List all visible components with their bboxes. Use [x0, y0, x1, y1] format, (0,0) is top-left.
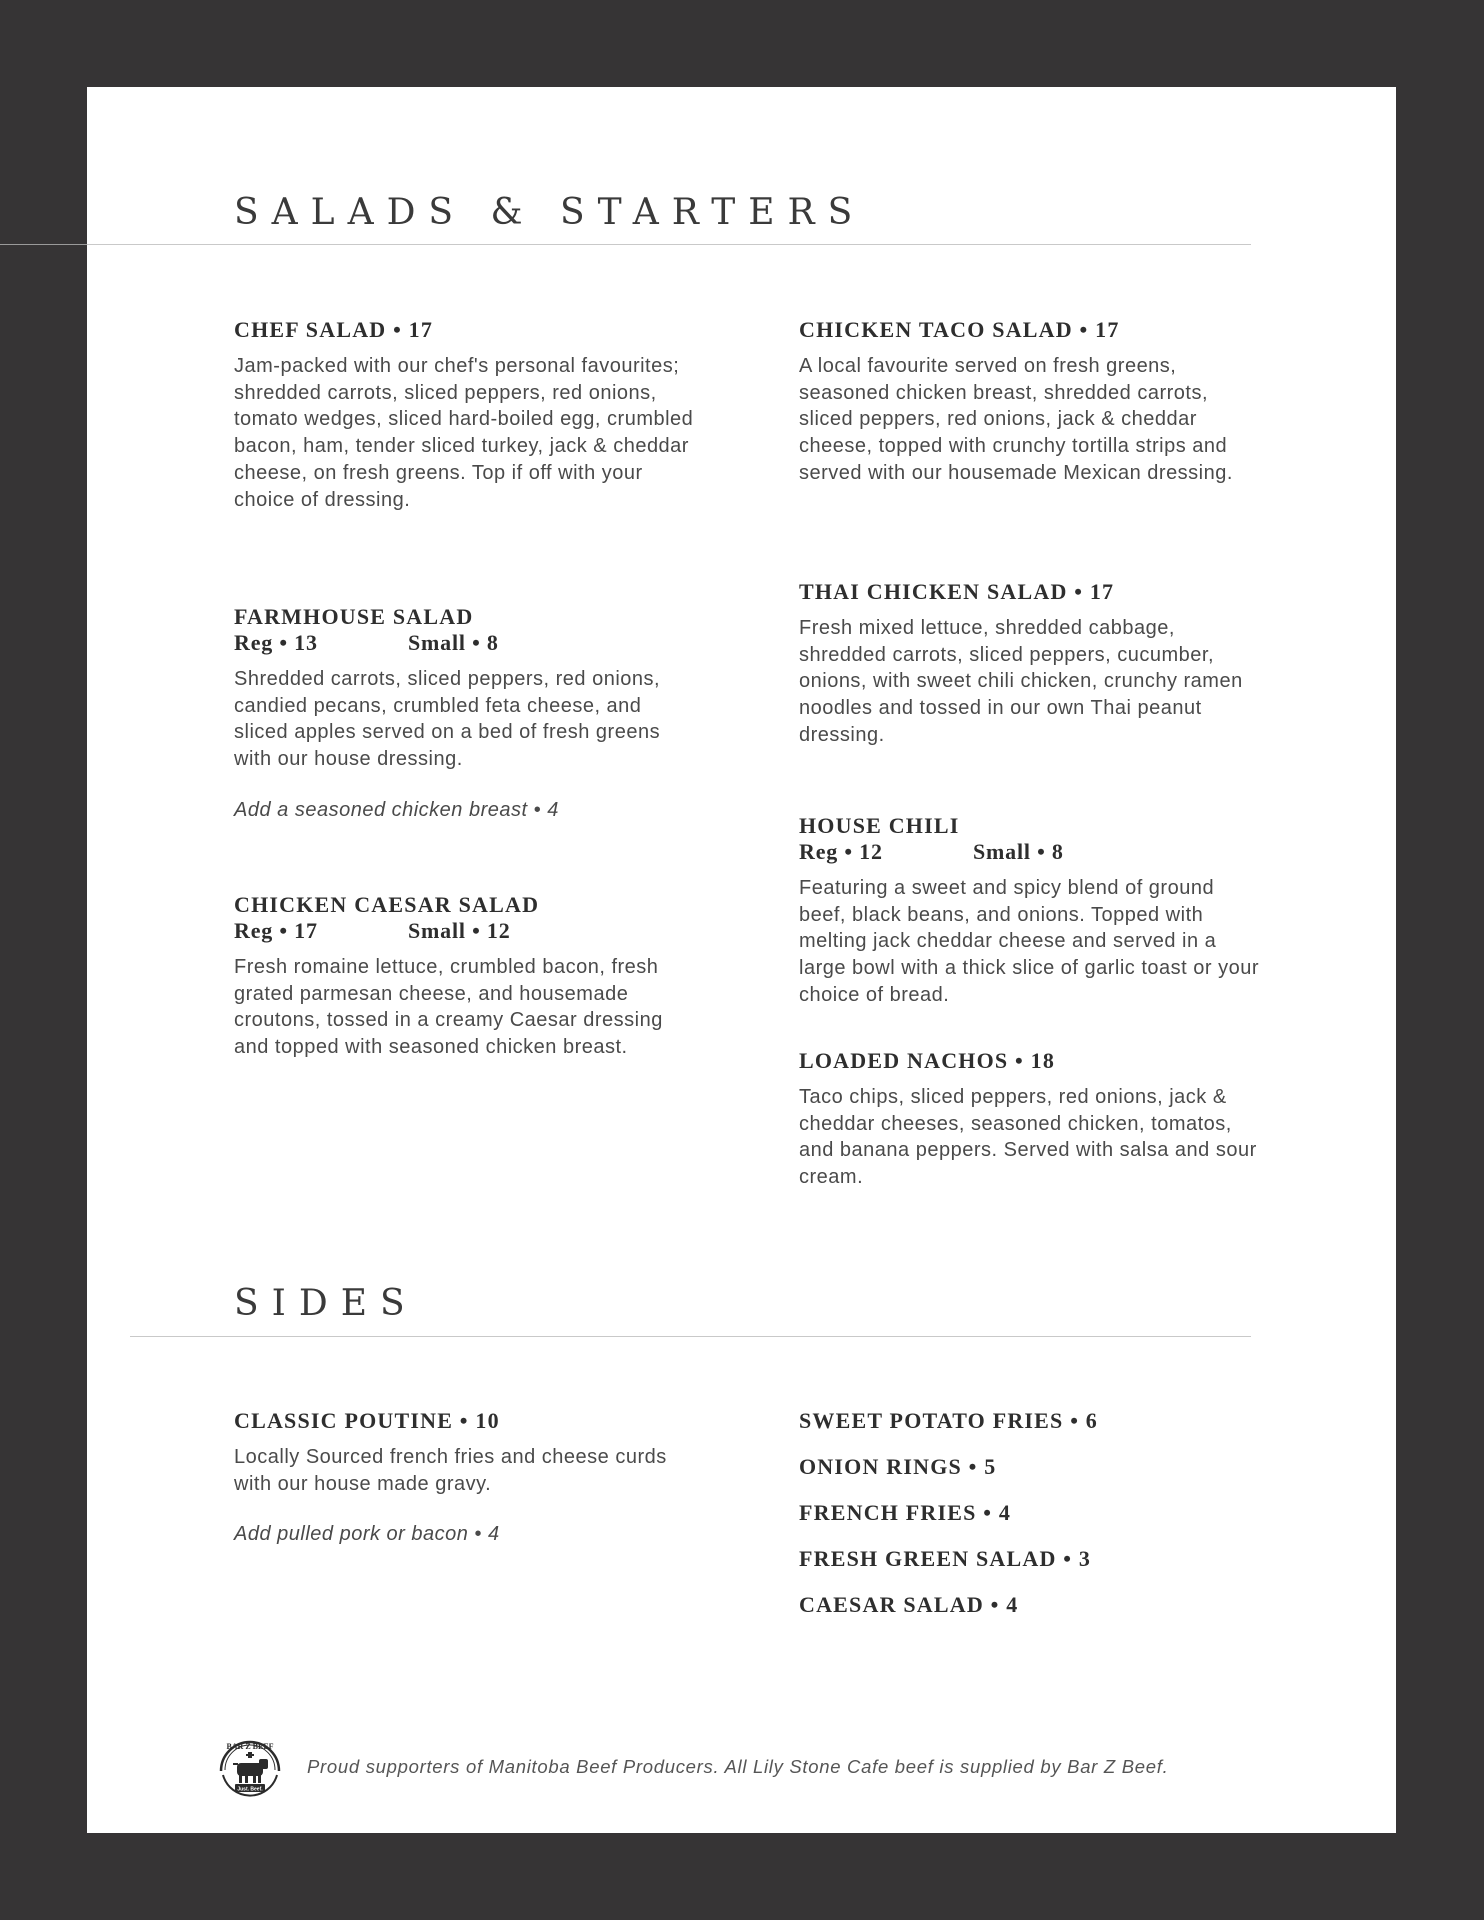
item-description: Fresh romaine lettuce, crumbled bacon, fresh grated parmesan cheese, and housemade croutons, tossed in a creamy Caesar dressing and topped with seasoned chicken breast. [234, 956, 663, 1059]
item-title: HOUSE CHILI [799, 813, 960, 838]
item-description: A local favourite served on fresh greens, seasoned chicken breast, shredded carrots, sliced peppers, red onions, jack & cheddar cheese, topped with crunchy tortilla strips and served with our housemade Mexican dressing. [799, 355, 1233, 484]
list-item: FRESH GREEN SALAD • 3 [799, 1546, 1092, 1571]
list-item: ONION RINGS • 5 [799, 1454, 997, 1479]
menu-item-farmhouse-salad [234, 604, 694, 822]
item-title: FARMHOUSE SALAD [234, 604, 474, 629]
item-description: Fresh mixed lettuce, shredded cabbage, shredded carrots, sliced peppers, cucumber, onions, with sweet chili chicken, crunchy ramen noodles and tossed in our own Thai peanut dressing. [799, 617, 1243, 746]
logo-top-text: BAR Z BEEF [226, 1742, 274, 1751]
logo-bottom-text: Just. Beef. [237, 1786, 263, 1793]
item-description: Locally Sourced french fries and cheese curds with our house made gravy. [234, 1446, 667, 1495]
item-description: Shredded carrots, sliced peppers, red onions, candied pecans, crumbled feta cheese, and sliced apples served on a bed of fresh greens with our house dressing. [234, 668, 661, 771]
left-edge-rule [0, 244, 87, 245]
sides-list [799, 1408, 1098, 1638]
footer-text: Proud supporters of Manitoba Beef Producers. All Lily Stone Cafe beef is supplied by Bar Z Beef. [307, 1756, 1169, 1777]
item-description: Taco chips, sliced peppers, red onions, jack & cheddar cheeses, seasoned chicken, tomatos, and banana peppers. Served with salsa and sour cream. [799, 1086, 1257, 1189]
item-sizes [234, 918, 694, 944]
list-item: FRENCH FRIES • 4 [799, 1500, 1012, 1525]
section-title-salads: SALADS & STARTERS [234, 192, 866, 233]
list-item: CAESAR SALAD • 4 [799, 1592, 1019, 1617]
menu-item-chef-salad [234, 317, 694, 513]
list-item: SWEET POTATO FRIES • 6 [799, 1408, 1098, 1433]
menu-item-classic-poutine [234, 1408, 694, 1546]
price-small: Small • 8 [973, 839, 1064, 864]
item-title: CHEF SALAD • 17 [234, 317, 434, 342]
item-title: THAI CHICKEN SALAD • 17 [799, 579, 1115, 604]
menu-item-house-chili [799, 813, 1259, 1009]
price-small: Small • 12 [408, 918, 511, 943]
footer [215, 1737, 1168, 1797]
menu-item-chicken-taco-salad [799, 317, 1259, 487]
item-sizes [799, 839, 1259, 865]
section-title-sides: SIDES [234, 1283, 418, 1324]
price-regular: Reg • 13 [234, 630, 318, 655]
item-title: CHICKEN CAESAR SALAD [234, 892, 540, 917]
item-title: CLASSIC POUTINE • 10 [234, 1408, 500, 1433]
item-description: Jam-packed with our chef's personal favourites; shredded carrots, sliced peppers, red onions, tomato wedges, sliced hard-boiled egg, crumbled bacon, ham, tender sliced turkey, jack & cheddar cheese, on fresh greens. Top if off with your choice of dressing. [234, 355, 694, 511]
menu-page [87, 87, 1396, 1833]
section-divider [130, 1336, 1251, 1337]
section-divider [87, 244, 1251, 245]
price-regular: Reg • 12 [799, 839, 883, 864]
menu-item-loaded-nachos [799, 1048, 1259, 1191]
price-small: Small • 8 [408, 630, 499, 655]
item-title: CHICKEN TACO SALAD • 17 [799, 317, 1120, 342]
price-regular: Reg • 17 [234, 918, 318, 943]
item-title: LOADED NACHOS • 18 [799, 1048, 1056, 1073]
item-description: Featuring a sweet and spicy blend of ground beef, black beans, and onions. Topped with melting jack cheddar cheese and served in a large bowl with a thick slice of garlic toast or your choice of bread. [799, 877, 1260, 1006]
item-addon: Add pulled pork or bacon • 4 [234, 1523, 500, 1546]
bar-z-beef-logo [215, 1737, 285, 1797]
menu-item-thai-chicken-salad [799, 579, 1259, 749]
item-addon: Add a seasoned chicken breast • 4 [234, 798, 559, 821]
item-sizes [234, 630, 694, 656]
menu-item-chicken-caesar-salad [234, 892, 694, 1061]
